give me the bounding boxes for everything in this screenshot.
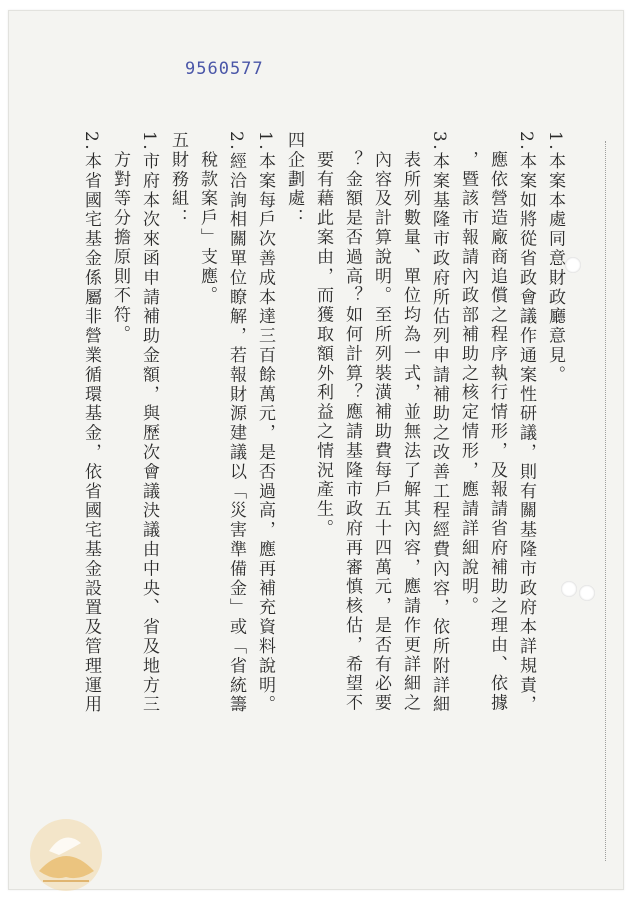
punch-hole — [561, 581, 577, 597]
text-column: 要有藉此案由，而獲取額外利益之情況產生。 — [313, 131, 333, 539]
section-heading: 四企劃處： — [284, 131, 304, 228]
punch-hole — [565, 257, 581, 273]
text-column: 方對等分擔原則不符。 — [110, 131, 130, 345]
archive-logo-icon — [19, 811, 114, 899]
text-column: 內容及計算說明。至所列裝潢補助費每戶五十四萬元，是否有必要 — [371, 131, 391, 713]
punch-hole — [579, 585, 595, 601]
text-column: 應依營造廠商追償之程序執行情形，及報請省府補助之理由、依據 — [487, 131, 507, 713]
text-column: 3.本案基隆市政府所估列申請補助之改善工程經費內容，依所附詳細 — [429, 131, 449, 715]
document-number: 9560577 — [185, 59, 264, 79]
text-column: 2.本案如將從省政會議作通案性研議，則有關基隆市政府本詳規責， — [516, 131, 536, 715]
text-column: 1.市府本次來函申請補助金額，與歷次會議決議由中央、省及地方三 — [139, 131, 159, 715]
text-column: 稅款案戶」支應。 — [197, 131, 217, 306]
text-column: ，暨該市報請內政部補助之核定情形，應請詳細說明。 — [458, 131, 478, 616]
text-column: ？金額是否過高？如何計算？應請基隆市政府再審慎核估，希望不 — [342, 131, 362, 713]
document-page — [8, 10, 624, 890]
text-column: 表所列數量、單位均為一式，並無法了解其內容，應請作更詳細之 — [400, 131, 420, 713]
text-column: 2.本省國宅基金係屬非營業循環基金，依省國宅基金設置及管理運用 — [81, 131, 101, 715]
text-column: 1.本案每戶次善成本達三百餘萬元，是否過高，應再補充資料說明。 — [255, 131, 275, 715]
text-column: 2.經洽詢相關單位瞭解，若報財源建議以「災害準備金」或「省統籌 — [226, 131, 246, 715]
text-column: 1.本案本處同意財政廳意見。 — [545, 131, 565, 385]
binding-edge-marks — [605, 141, 612, 861]
section-heading: 五財務組： — [168, 131, 188, 228]
